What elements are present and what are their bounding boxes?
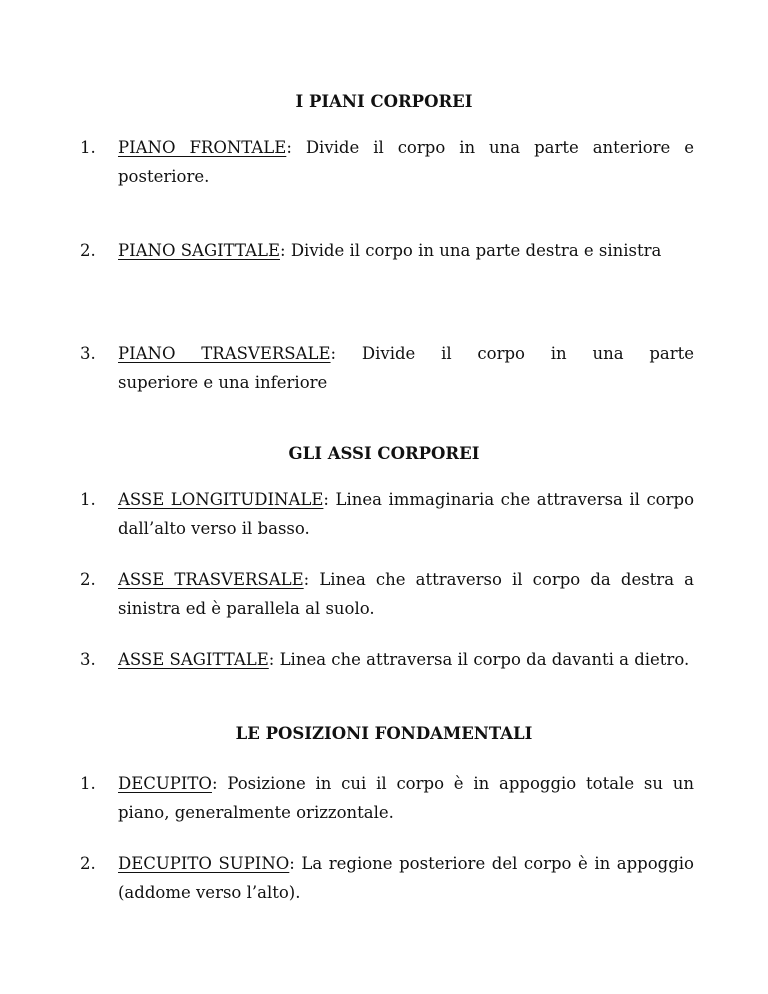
item-description: Posizione in cui il corpo è in appoggio totale su un piano, generalmente orizzontale. <box>118 774 694 822</box>
item-term: DECUPITO <box>118 774 212 793</box>
item-term: PIANO TRASVERSALE <box>118 344 331 363</box>
item-description: Linea che attraverso il corpo da destra a sinistra ed è parallela al suolo. <box>118 570 694 618</box>
item-number: 3. <box>80 344 96 363</box>
list-item-piano-frontale <box>80 134 694 191</box>
list-item-decupito <box>80 770 694 827</box>
list-item-decupito-supino <box>80 850 694 907</box>
item-term: PIANO SAGITTALE <box>118 241 280 260</box>
section-title-assi: GLI ASSI CORPOREI <box>288 444 480 463</box>
item-description: Linea che attraversa il corpo da davanti a dietro. <box>279 650 690 669</box>
item-description: La regione posteriore del corpo è in appoggio (addome verso l’alto). <box>118 854 694 902</box>
item-number: 1. <box>80 774 96 793</box>
item-term: PIANO FRONTALE <box>118 138 287 157</box>
section-title-posizioni: LE POSIZIONI FONDAMENTALI <box>235 724 533 743</box>
item-description: Divide il corpo in una parte <box>361 344 695 363</box>
item-text: DECUPITO SUPINO: La regione posteriore del corpo è in appoggio (addome verso l’alto). <box>118 854 694 902</box>
section-title-piani: I PIANI CORPOREI <box>295 92 473 111</box>
item-text: ASSE LONGITUDINALE: Linea immaginaria che attraversa il corpo dall’alto verso il basso. <box>118 490 695 538</box>
item-description: Divide il corpo in una parte anteriore e posteriore. <box>118 138 695 186</box>
item-term: ASSE SAGITTALE <box>118 650 269 669</box>
item-number: 1. <box>80 138 96 157</box>
item-text: PIANO FRONTALE: Divide il corpo in una parte anteriore e posteriore. <box>118 138 695 186</box>
item-number: 2. <box>80 241 96 260</box>
item-term: ASSE LONGITUDINALE <box>118 490 324 509</box>
list-item-asse-longitudinale <box>80 486 694 543</box>
item-description-continued: superiore e una inferiore <box>118 372 328 392</box>
item-number: 1. <box>80 490 96 509</box>
item-number: 2. <box>80 570 96 589</box>
list-item-piano-sagittale <box>80 237 694 266</box>
list-item-asse-sagittale <box>80 646 694 675</box>
item-text: ASSE TRASVERSALE: Linea che attraverso il corpo da destra a sinistra ed è parallela al suolo. <box>118 570 694 618</box>
list-item-piano-trasversale <box>80 340 694 397</box>
item-description: Divide il corpo in una parte destra e sinistra <box>290 241 662 260</box>
item-term: ASSE TRASVERSALE <box>118 570 304 589</box>
item-text: ASSE SAGITTALE: Linea che attraversa il corpo da davanti a dietro. <box>118 650 690 669</box>
item-description: Linea immaginaria che attraversa il corpo dall’alto verso il basso. <box>118 490 695 538</box>
item-text: PIANO TRASVERSALE: Divide il corpo in una parte <box>118 344 695 363</box>
item-term: DECUPITO SUPINO <box>118 854 290 873</box>
item-text: DECUPITO: Posizione in cui il corpo è in appoggio totale su un piano, generalmente orizzontale. <box>118 774 694 822</box>
item-number: 2. <box>80 854 96 873</box>
list-item-asse-trasversale <box>80 566 694 623</box>
item-number: 3. <box>80 650 96 669</box>
item-text: PIANO SAGITTALE: Divide il corpo in una parte destra e sinistra <box>118 241 662 260</box>
